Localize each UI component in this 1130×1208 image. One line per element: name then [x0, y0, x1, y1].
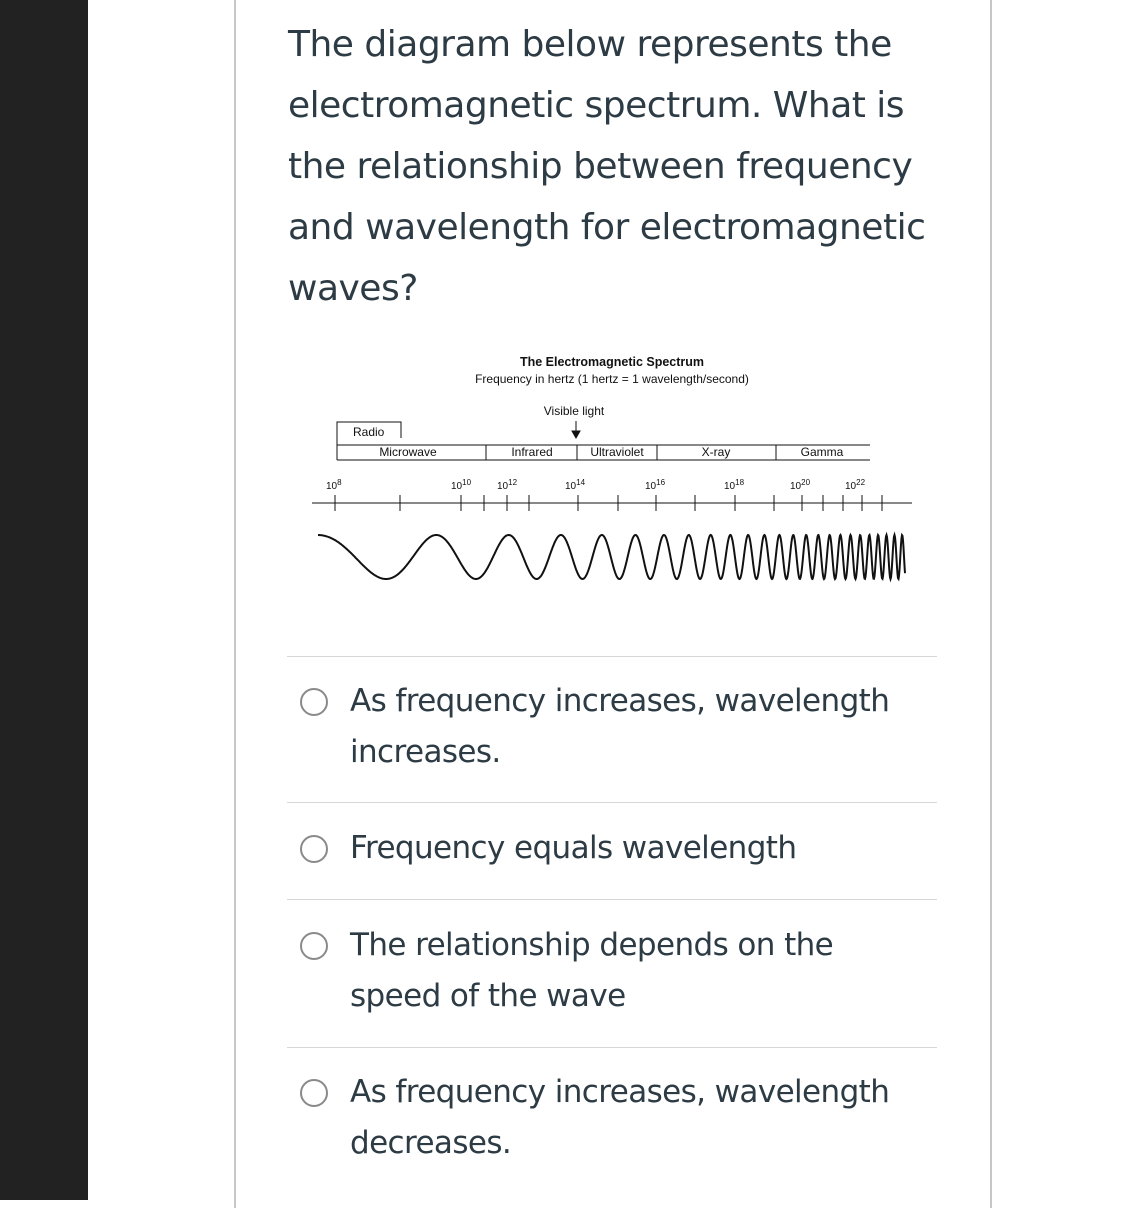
tick-label-22: $10^{22}$: [845, 478, 866, 492]
visible-light-label: Visible light: [543, 404, 605, 418]
divider: [287, 656, 937, 657]
band-label-infrared: Infrared: [511, 445, 553, 459]
diagram-title: The Electromagnetic Spectrum: [519, 355, 705, 369]
band-label-gamma: Gamma: [800, 445, 844, 459]
diagram-subtitle: Frequency in hertz (1 hertz = 1 wavelength/second): [475, 372, 749, 386]
band-label-xray: X-ray: [701, 445, 731, 459]
band-label-microwave: Microwave: [379, 445, 437, 459]
em-spectrum-diagram: [300, 345, 920, 595]
tick-label-16: $10^{16}$: [645, 478, 666, 492]
radio-button[interactable]: [300, 1079, 328, 1107]
divider: [287, 802, 937, 803]
tick-label-18: $10^{18}$: [724, 478, 745, 492]
divider: [287, 1047, 937, 1048]
answer-label: Frequency equals wavelength: [350, 830, 797, 866]
frequency-tick-labels: [326, 478, 866, 492]
answer-label: As frequency increases, wavelength decreases.: [350, 1074, 890, 1161]
visible-light-arrow: [572, 421, 580, 438]
spectrum-wave: [318, 535, 905, 579]
radio-button[interactable]: [300, 688, 328, 716]
tick-label-12: $10^{12}$: [497, 478, 518, 492]
answer-label: As frequency increases, wavelength increases.: [350, 683, 890, 770]
question-text: The diagram below represents the electromagnetic spectrum. What is the relationship between frequency and wavelength for electromagnetic waves?: [288, 24, 926, 309]
radio-button[interactable]: [300, 835, 328, 863]
band-label-radio: Radio: [353, 425, 385, 439]
tick-label-10: $10^{10}$: [451, 478, 472, 492]
tick-label-8: $10^8$: [326, 478, 342, 492]
tick-label-14: $10^{14}$: [565, 478, 586, 492]
tick-label-20: $10^{20}$: [790, 478, 811, 492]
left-dark-panel: [0, 0, 88, 1200]
band-label-ultraviolet: Ultraviolet: [590, 445, 644, 459]
em-spectrum-svg: [300, 345, 920, 595]
divider: [287, 899, 937, 900]
frequency-axis: [312, 495, 912, 511]
answer-label: The relationship depends on the speed of the wave: [350, 927, 834, 1014]
radio-button[interactable]: [300, 932, 328, 960]
